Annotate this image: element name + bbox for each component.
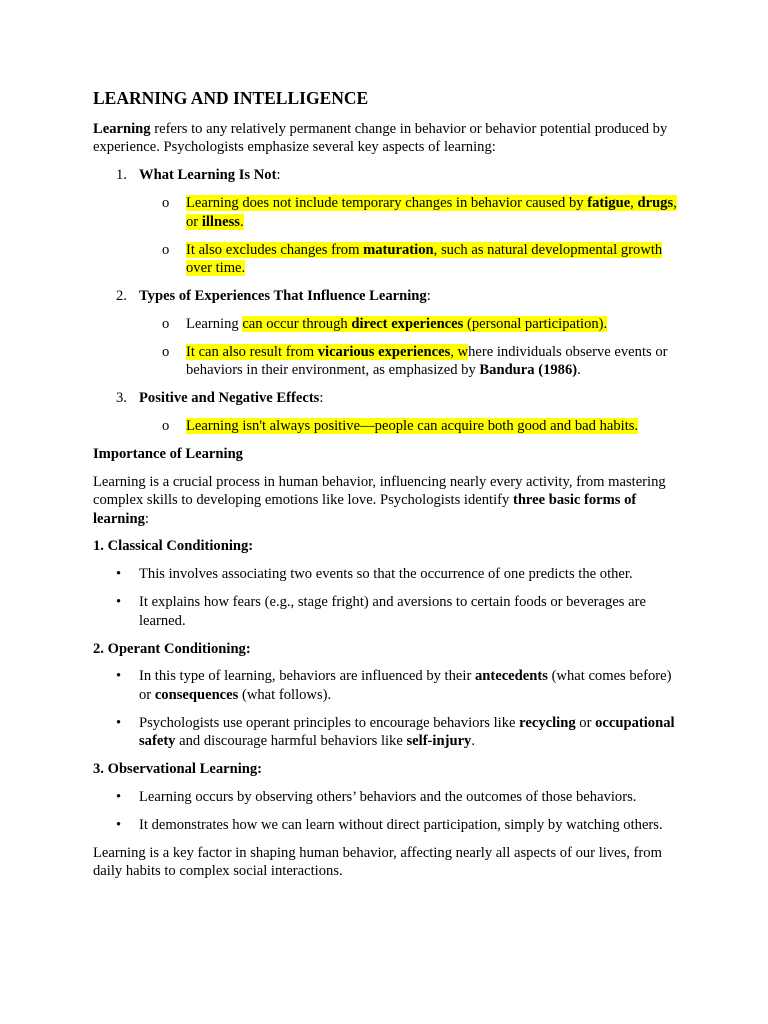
item-text: Learning does not include temporary changes in behavior caused by xyxy=(186,195,588,212)
list-item xyxy=(93,788,683,806)
item-text: and discourage harmful behaviors like xyxy=(175,733,407,750)
item-bold: direct experiences xyxy=(351,315,464,332)
importance-heading: Importance of Learning xyxy=(93,445,243,462)
bullet-icon: • xyxy=(116,668,122,685)
list-item xyxy=(93,343,683,380)
aspect-number-3: 3. xyxy=(116,389,127,406)
classical-list xyxy=(93,565,683,630)
bullet-icon: • xyxy=(116,816,122,833)
item-text: This involves associating two events so that the occurrence of one predicts the other. xyxy=(139,566,633,583)
conclusion-paragraph: Learning is a key factor in shaping human behavior, affecting nearly all aspects of our lives, from daily habits to complex social interactions. xyxy=(93,844,662,880)
aspect-title-1: What Learning Is Not xyxy=(139,167,277,184)
item-bold: maturation xyxy=(363,241,434,258)
circle-bullet-icon: o xyxy=(162,417,170,434)
item-text: (personal participation). xyxy=(463,315,608,332)
highlighted-text xyxy=(242,316,607,332)
list-item xyxy=(93,593,683,630)
aspect-number-1: 1. xyxy=(116,167,127,184)
aspect-heading-1 xyxy=(93,166,683,184)
item-text: Learning xyxy=(186,315,243,332)
item-text: It also excludes changes from xyxy=(186,241,364,258)
item-text: . xyxy=(471,733,475,750)
bullet-icon: • xyxy=(116,714,122,731)
item-bold: occupational safety xyxy=(139,714,675,750)
circle-bullet-icon: o xyxy=(162,315,170,332)
item-bold: antecedents xyxy=(474,668,548,685)
item-bold: Bandura (1986) xyxy=(479,362,578,379)
item-text: , w xyxy=(450,343,469,360)
highlighted-text xyxy=(186,344,468,360)
operant-list xyxy=(93,667,683,750)
list-item xyxy=(93,667,683,704)
aspect-list-1 xyxy=(93,194,683,277)
importance-text: Learning is a crucial process in human behavior, influencing nearly every activity, from mastering complex skills to developing emotions like love. Psychologists identify xyxy=(93,473,666,509)
item-text: . xyxy=(577,362,581,379)
item-bold: illness xyxy=(201,213,240,230)
highlighted-text xyxy=(186,242,662,276)
highlighted-text: Learning isn't always positive—people can acquire both good and bad habits. xyxy=(186,417,639,434)
item-bold: fatigue xyxy=(587,195,631,212)
intro-paragraph xyxy=(93,120,683,157)
list-item xyxy=(93,565,683,583)
list-item xyxy=(93,816,683,834)
item-text: (what comes before) or xyxy=(139,668,672,703)
observational-list xyxy=(93,788,683,834)
importance-end: : xyxy=(144,510,149,527)
item-text: can occur through xyxy=(242,315,352,332)
circle-bullet-icon: o xyxy=(162,343,170,360)
aspect-colon-3: : xyxy=(319,389,324,406)
list-item xyxy=(93,241,683,278)
item-text: , xyxy=(630,195,638,212)
importance-bold: three basic forms of learning xyxy=(93,492,637,527)
importance-paragraph xyxy=(93,473,683,528)
item-text: or xyxy=(575,714,596,731)
item-text: It explains how fears (e.g., stage fright) and aversions to certain foods or beverages are learned. xyxy=(139,594,646,629)
list-item xyxy=(93,417,683,435)
list-item xyxy=(93,714,683,751)
intro-text: refers to any relatively permanent change in behavior or behavior potential produced by experience. Psychologists emphasize several key aspects of learning: xyxy=(93,121,668,156)
bullet-icon: • xyxy=(116,788,122,805)
aspect-title-3: Positive and Negative Effects xyxy=(139,389,320,406)
intro-term: Learning xyxy=(93,121,151,137)
list-item xyxy=(93,194,683,231)
item-text: (what follows). xyxy=(238,686,332,703)
aspect-title-2: Types of Experiences That Influence Learning xyxy=(139,287,427,304)
item-text: It can also result from xyxy=(186,343,318,360)
aspect-heading-3 xyxy=(93,389,683,407)
page-title: LEARNING AND INTELLIGENCE xyxy=(93,88,369,108)
document-body xyxy=(93,87,683,890)
operant-heading: 2. Operant Conditioning: xyxy=(93,640,251,657)
item-bold: recycling xyxy=(519,714,576,731)
aspect-list-2 xyxy=(93,315,683,380)
observational-heading: 3. Observational Learning: xyxy=(93,761,263,778)
highlighted-text xyxy=(186,195,677,229)
item-text: Psychologists use operant principles to encourage behaviors like xyxy=(139,714,520,731)
circle-bullet-icon: o xyxy=(162,195,170,212)
item-text: . xyxy=(239,213,244,230)
item-bold: self-injury xyxy=(406,733,472,750)
item-text: , or xyxy=(186,195,677,230)
aspect-heading-2 xyxy=(93,287,683,305)
item-bold: drugs xyxy=(637,195,674,212)
item-text: It demonstrates how we can learn without direct participation, simply by watching others. xyxy=(139,816,663,833)
bullet-icon: • xyxy=(116,594,122,611)
item-text: In this type of learning, behaviors are influenced by their xyxy=(139,668,475,685)
aspect-list-3 xyxy=(93,417,683,435)
circle-bullet-icon: o xyxy=(162,241,170,258)
item-text: here individuals observe events or behaviors in their environment, as emphasized by xyxy=(186,343,668,379)
item-text: , such as natural developmental growth over time. xyxy=(186,241,663,276)
aspect-colon-1: : xyxy=(276,167,281,184)
item-bold: consequences xyxy=(154,686,239,703)
bullet-icon: • xyxy=(116,566,122,583)
aspect-colon-2: : xyxy=(426,287,431,304)
item-bold: vicarious experiences xyxy=(317,343,451,360)
list-item xyxy=(93,315,683,333)
item-text: Learning occurs by observing others’ behaviors and the outcomes of those behaviors. xyxy=(139,788,637,805)
aspect-number-2: 2. xyxy=(116,287,127,304)
classical-heading: 1. Classical Conditioning: xyxy=(93,538,254,555)
